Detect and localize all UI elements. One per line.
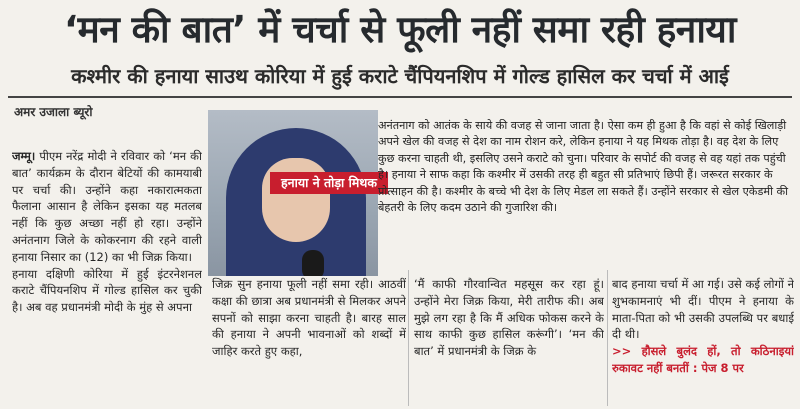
headline: ‘मन की बात’ में चर्चा से फूली नहीं समा रही हनाया: [64, 8, 736, 51]
column-2: जिक्र सुन हनाया फूली नहीं समा रही। आठवीं कक्षा की छात्रा अब प्रधानमंत्री से मिलकर अपने सपनों को साझा करना चाहती है। बारह साल की हनाया ने अपनी भावनाओं को शब्दों में जाहिर करते हुए कहा,: [212, 277, 406, 359]
subheadline: कश्मीर की हनाया साउथ कोरिया में हुई कराटे चैंपियनशिप में गोल्ड हासिल कर चर्चा में आई: [71, 64, 729, 88]
dateline: जम्मू।: [12, 149, 36, 163]
divider-rule: [8, 96, 792, 98]
column-4-text: बाद हनाया चर्चा में आ गई। उसे कई लोगों ने शुभकामनाएं भी दीं। पीएम ने हनाया के माता-पिता को भी उसकी उपलब्धि पर बधाई दी थी।: [612, 277, 794, 342]
continued-link[interactable]: >> हौसले बुलंद हों, तो कठिनाइयां रुकावट नहीं बनतीं : पेज 8 पर: [612, 344, 794, 375]
column-1-para-2: हनाया दक्षिणी कोरिया में हुई इंटरनेशनल कराटे चैंपियनशिप में गोल्ड हासिल कर चुकी है। अब वह प्रधानमंत्री मोदी के मुंह से अपना: [12, 266, 202, 315]
column-divider: [408, 270, 409, 406]
byline: अमर उजाला ब्यूरो: [14, 105, 93, 119]
column-4: [612, 276, 794, 406]
column-1-para-1: [12, 148, 202, 266]
column-3: ‘मैं काफी गौरवान्वित महसूस कर रहा हूं। उन्होंने मेरा जिक्र किया, मेरी तारीफ की। अब मुझे लग रहा है कि मैं अधिक फोकस करने के साथ काफी कुछ हासिल करूंगी’। ‘मन की बात’ में प्रधानमंत्री के जिक्र के: [414, 277, 604, 359]
photo-callout: हनाया ने तोड़ा मिथक: [270, 172, 388, 194]
column-1: [12, 148, 202, 406]
column-1-text: पीएम नरेंद्र मोदी ने रविवार को ‘मन की बात’ कार्यक्रम के दौरान बेटियों की कामयाबी पर चर्चा की। उन्होंने कहा नकारात्मकता फैलाना आसान है लेकिन इसका यह मतलब नहीं कि कुछ अच्छा नहीं हो रहा। उन्होंने अनंतनाग जिले के कोकरनाग की रहने वाली हनाया निसार का (12) का भी जिक्र किया।: [12, 149, 202, 264]
microphone-icon: [302, 250, 324, 276]
sidebar-box-text: अनंतनाग को आतंक के साये की वजह से जाना जाता है। ऐसा कम ही हुआ है कि वहां से कोई खिलाड़ी अपने खेल की वजह से देश का नाम रोशन करे, लेकिन हनाया ने यह मिथक तोड़ा है। वह देश के लिए कुछ करना चाहती थी, इसलिए उसने कराटे को चुना। परिवार के सपोर्ट की वजह से वह यहां तक पहुंची है। हनाया ने साफ कहा कि कश्मीर में उसकी तरह ही बहुत सी प्रतिभाएं छिपी हैं। जरूरत सरकार के प्रोत्साहन की है। कश्मीर के बच्चे भी देश के लिए मेडल ला सकते हैं। उन्होंने सरकार से खेल एकेडमी की बेहतरी के लिए कदम उठाने की गुजारिश की।: [378, 119, 789, 215]
column-divider: [607, 270, 608, 406]
face-shape: [262, 158, 330, 242]
